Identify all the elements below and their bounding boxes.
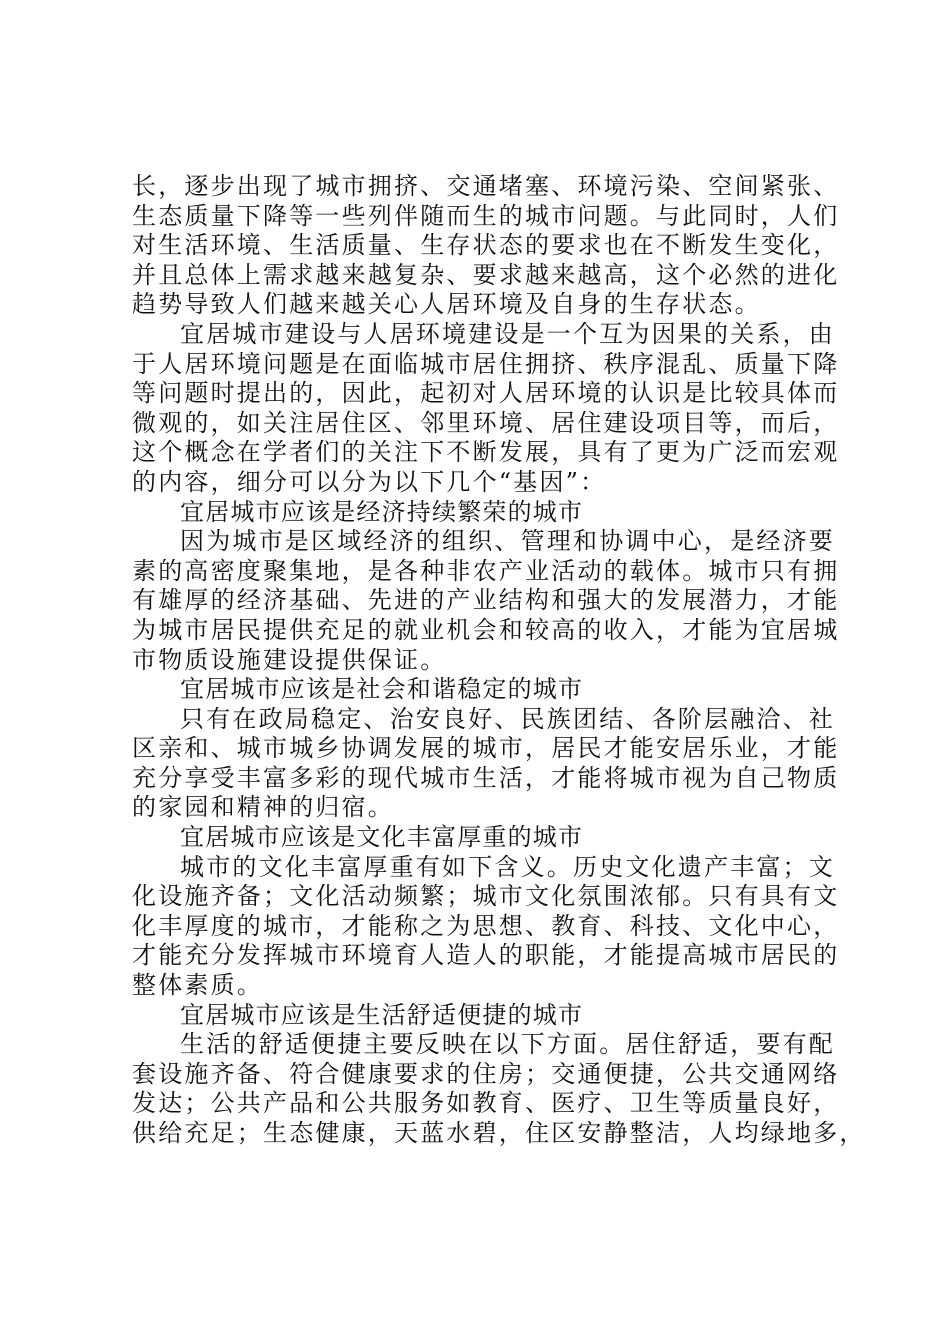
- text-line: 城市的文化丰富厚重有如下含义。历史文化遗产丰富；文: [180, 852, 835, 881]
- text-line: 生态质量下降等一些列伴随而生的城市问题。与此同时，人们: [132, 201, 840, 230]
- text-line: 生活的舒适便捷主要反映在以下方面。居住舒适，要有配: [180, 1030, 835, 1059]
- text-line: 于人居环境问题是在面临城市居住拥挤、秩序混乱、质量下降: [132, 349, 840, 378]
- text-line: 长，逐步出现了城市拥挤、交通堵塞、环境污染、空间紧张、: [132, 172, 840, 200]
- text-line: 才能充分发挥城市环境育人造人的职能，才能提高城市居民的: [132, 941, 840, 970]
- text-line: 的家园和精神的归宿。: [132, 793, 394, 822]
- text-line: 的内容，细分可以分为以下几个“基因”：: [132, 467, 607, 496]
- text-line: 有雄厚的经济基础、先进的产业结构和强大的发展潜力，才能: [132, 586, 840, 615]
- section-heading: 宜居城市应该是文化丰富厚重的城市: [180, 823, 584, 852]
- text-line: 等问题时提出的，因此，起初对人居环境的认识是比较具体而: [132, 379, 840, 408]
- section-heading: 宜居城市应该是生活舒适便捷的城市: [180, 1000, 584, 1029]
- text-line: 这个概念在学者们的关注下不断发展，具有了更为广泛而宏观: [132, 438, 840, 467]
- text-line: 微观的，如关注居住区、邻里环境、居住建设项目等，而后，: [132, 408, 840, 437]
- text-line: 区亲和、城市城乡协调发展的城市，居民才能安居乐业，才能: [132, 734, 840, 763]
- text-line: 为城市居民提供充足的就业机会和较高的收入，才能为宜居城: [132, 615, 840, 644]
- document-page: [132, 172, 866, 1149]
- text-line: 趋势导致人们越来越关心人居环境及自身的生存状态。: [132, 290, 761, 319]
- text-line: 对生活环境、生活质量、生存状态的要求也在不断发生变化，: [132, 231, 840, 260]
- text-line: 充分享受丰富多彩的现代城市生活，才能将城市视为自己物质: [132, 763, 840, 792]
- text-line: 宜居城市建设与人居环境建设是一个互为因果的关系，由: [180, 319, 835, 348]
- section-heading: 宜居城市应该是社会和谐稳定的城市: [180, 675, 584, 704]
- paragraph: [132, 704, 840, 823]
- text-line: 因为城市是区域经济的组织、管理和协调中心，是经济要: [180, 527, 835, 556]
- text-line: 供给充足；生态健康，天蓝水碧，住区安静整洁，人均绿地多，: [132, 1119, 866, 1147]
- text-line: 只有在政局稳定、治安良好、民族团结、各阶层融洽、社: [180, 704, 835, 733]
- paragraph: [132, 319, 840, 498]
- text-line: 发达；公共产品和公共服务如教育、医疗、卫生等质量良好，: [132, 1089, 840, 1118]
- text-line: 整体素质。: [132, 971, 263, 1000]
- text-line: 套设施齐备、符合健康要求的住房；交通便捷，公共交通网络: [132, 1059, 840, 1088]
- text-line: 化丰厚度的城市，才能称之为思想、教育、科技、文化中心，: [132, 911, 840, 940]
- paragraph: [132, 527, 840, 675]
- paragraph: [132, 1030, 866, 1148]
- text-line: 并且总体上需求越来越复杂、要求越来越高，这个必然的进化: [132, 260, 840, 289]
- text-line: 化设施齐备；文化活动频繁；城市文化氛围浓郁。只有具有文: [132, 882, 840, 911]
- paragraph: [132, 172, 840, 320]
- section-heading: 宜居城市应该是经济持续繁荣的城市: [180, 497, 584, 526]
- paragraph: [132, 852, 840, 1001]
- text-line: 市物质设施建设提供保证。: [132, 645, 447, 674]
- text-line: 素的高密度聚集地，是各种非农产业活动的载体。城市只有拥: [132, 556, 840, 585]
